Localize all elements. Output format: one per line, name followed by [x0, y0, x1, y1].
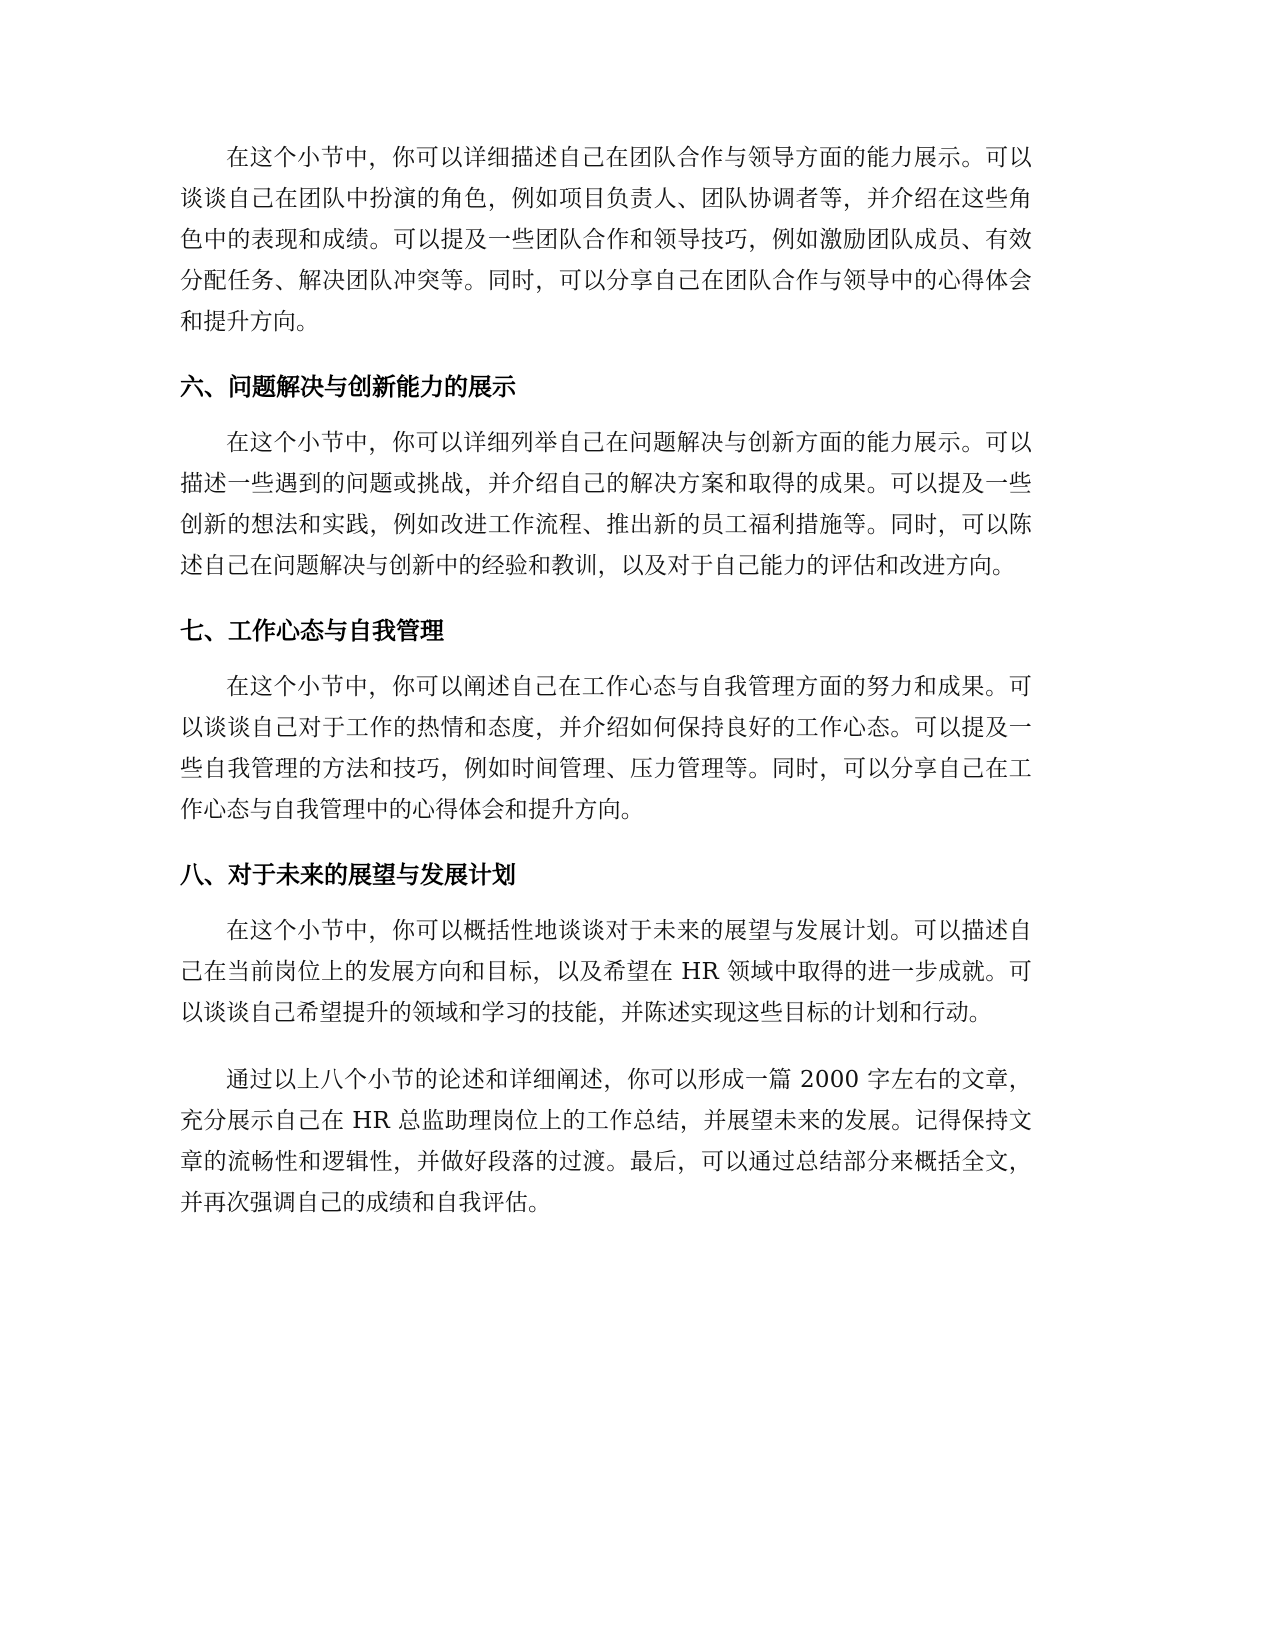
- heading-problem-solving-innovation: 六、问题解决与创新能力的展示: [180, 373, 516, 401]
- paragraph-problem-solving-innovation: 在这个小节中，你可以详细列举自己在问题解决与创新方面的能力展示。可以描述一些遇到的问题或挑战，并介绍自己的解决方案和取得的成果。可以提及一些创新的想法和实践，例如改进工作流程、推出新的员工福利措施等。同时，可以陈述自己在问题解决与创新中的经验和教训，以及对于自己能力的评估和改进方向。: [180, 430, 1032, 579]
- heading-work-attitude-self-management: 七、工作心态与自我管理: [180, 617, 444, 645]
- paragraph-work-attitude-self-management: 在这个小节中，你可以阐述自己在工作心态与自我管理方面的努力和成果。可以谈谈自己对于工作的热情和态度，并介绍如何保持良好的工作心态。可以提及一些自我管理的方法和技巧，例如时间管理、压力管理等。同时，可以分享自己在工作心态与自我管理中的心得体会和提升方向。: [180, 674, 1032, 823]
- heading-future-outlook-plan: 八、对于未来的展望与发展计划: [180, 861, 516, 889]
- paragraph-conclusion: 通过以上八个小节的论述和详细阐述，你可以形成一篇 2000 字左右的文章，充分展示自己在 HR 总监助理岗位上的工作总结，并展望未来的发展。记得保持文章的流畅性和逻辑性，并做好段落的过渡。最后，可以通过总结部分来概括全文，并再次强调自己的成绩和自我评估。: [180, 1067, 1032, 1216]
- paragraph-teamwork-leadership: 在这个小节中，你可以详细描述自己在团队合作与领导方面的能力展示。可以谈谈自己在团队中扮演的角色，例如项目负责人、团队协调者等，并介绍在这些角色中的表现和成绩。可以提及一些团队合作和领导技巧，例如激励团队成员、有效分配任务、解决团队冲突等。同时，可以分享自己在团队合作与领导中的心得体会和提升方向。: [180, 145, 1032, 335]
- document-page: [180, 138, 1032, 1250]
- paragraph-future-outlook-plan: 在这个小节中，你可以概括性地谈谈对于未来的展望与发展计划。可以描述自己在当前岗位上的发展方向和目标，以及希望在 HR 领域中取得的进一步成就。可以谈谈自己希望提升的领域和学习的技能，并陈述实现这些目标的计划和行动。: [180, 918, 1032, 1026]
